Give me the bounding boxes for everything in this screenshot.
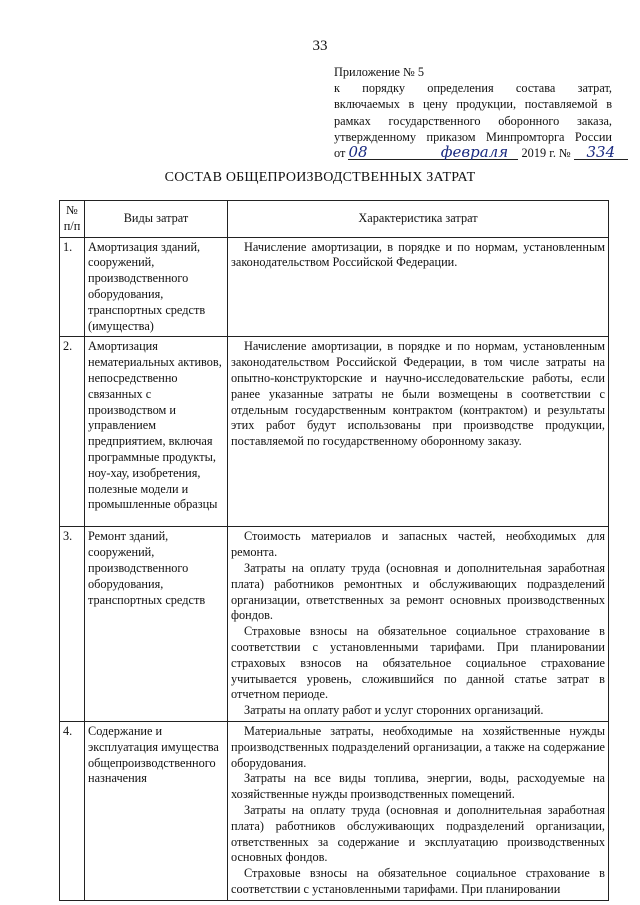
description-paragraph: Страховые взносы на обязательное социальное страхование в соответствии с установленными тарифами. При планировании страховых взносов на обязательное социальное страхование учитывается уровень, сложившийся по данной статье затрат в отчетном периоде.	[231, 624, 605, 702]
order-reference	[334, 143, 616, 162]
appendix-line-3: рамках государственного оборонного заказа,	[334, 113, 612, 128]
description-paragraph: Начисление амортизации, в порядке и по нормам, установленным законодательством Российской Федерации, в том числе затраты на опытно-конструкторские и научно-исследовательские работы, если ранее указанные затраты не были возмещены в соответствии с отдельным государственным контрактом (контрактом) и результаты этих работ будут использованы при производстве продукции, поставляемой по государственному оборонному заказу.	[231, 339, 605, 449]
description-paragraph: Стоимость материалов и запасных частей, необходимых для ремонта.	[231, 529, 605, 560]
row-number: 3.	[60, 527, 85, 722]
page-number: 33	[312, 38, 328, 54]
table-row	[60, 237, 609, 337]
description-paragraph: Начисление амортизации, в порядке и по нормам, установленным законодательством Российской Федерации.	[231, 239, 605, 270]
row-kind: Содержание и эксплуатация имущества общепроизводственного назначения	[85, 721, 228, 900]
description-paragraph: Страховые взносы на обязательное социальное страхование в соответствии с установленными тарифами. При планировании	[231, 866, 605, 896]
document-title: СОСТАВ ОБЩЕПРОИЗВОДСТВЕННЫХ ЗАТРАТ	[164, 170, 476, 185]
table-row	[60, 337, 609, 527]
row-number: 4.	[60, 721, 85, 900]
description-paragraph: Затраты на оплату работ и услуг сторонних организаций.	[244, 703, 544, 718]
header-num: № п/п	[60, 201, 85, 238]
table-row	[60, 527, 609, 722]
order-prefix: от	[334, 146, 346, 161]
appendix-line-1: к порядку определения состава затрат,	[334, 81, 612, 96]
appendix-block	[334, 64, 616, 162]
description-paragraph: Затраты на оплату труда (основная и дополнительная заработная плата) работников обслуживающих подразделений организации, ответственных за содержание и эксплуатацию производственных основных фондов.	[231, 802, 605, 865]
order-year: 2019 г. №	[521, 146, 571, 161]
row-description	[228, 721, 609, 900]
description-paragraph: Затраты на все виды топлива, энергии, воды, расходуемые на хозяйственные нужды производственных помещений.	[231, 771, 605, 802]
row-kind: Ремонт зданий, сооружений, производственного оборудования, транспортных средств	[85, 527, 228, 722]
table-row	[60, 721, 609, 900]
handwritten-month: февраля	[430, 145, 518, 160]
header-desc: Характеристика затрат	[228, 201, 609, 238]
table-header-row	[60, 201, 609, 238]
appendix-line-2: включаемых в цену продукции, поставляемой в	[334, 97, 612, 112]
description-paragraph: Материальные затраты, необходимые на хозяйственные нужды производственных подразделений организации, а также на содержание оборудования.	[231, 723, 605, 770]
appendix-title: Приложение № 5	[334, 65, 425, 79]
row-number: 2.	[60, 337, 85, 527]
row-description	[228, 527, 609, 722]
row-kind: Амортизация зданий, сооружений, производственного оборудования, транспортных средств (имущества)	[85, 237, 228, 337]
row-number: 1.	[60, 237, 85, 337]
handwritten-day: 08	[348, 145, 430, 160]
header-kind: Виды затрат	[85, 201, 228, 238]
row-description	[228, 237, 609, 337]
row-kind: Амортизация нематериальных активов, непосредственно связанных с производством и управлением предприятием, включая программные продукты, ноу-хау, изобретения, полезные модели и промышленные образцы	[85, 337, 228, 527]
row-description	[228, 337, 609, 527]
costs-table	[59, 200, 609, 901]
description-paragraph: Затраты на оплату труда (основная и дополнительная заработная плата) работников ремонтных и обслуживающих подразделений организации, ответственных за ремонт основных производственных фондов.	[231, 560, 605, 623]
handwritten-order-number: 334	[574, 145, 628, 160]
appendix-line-4: утвержденному приказом Минпромторга России	[334, 129, 612, 144]
